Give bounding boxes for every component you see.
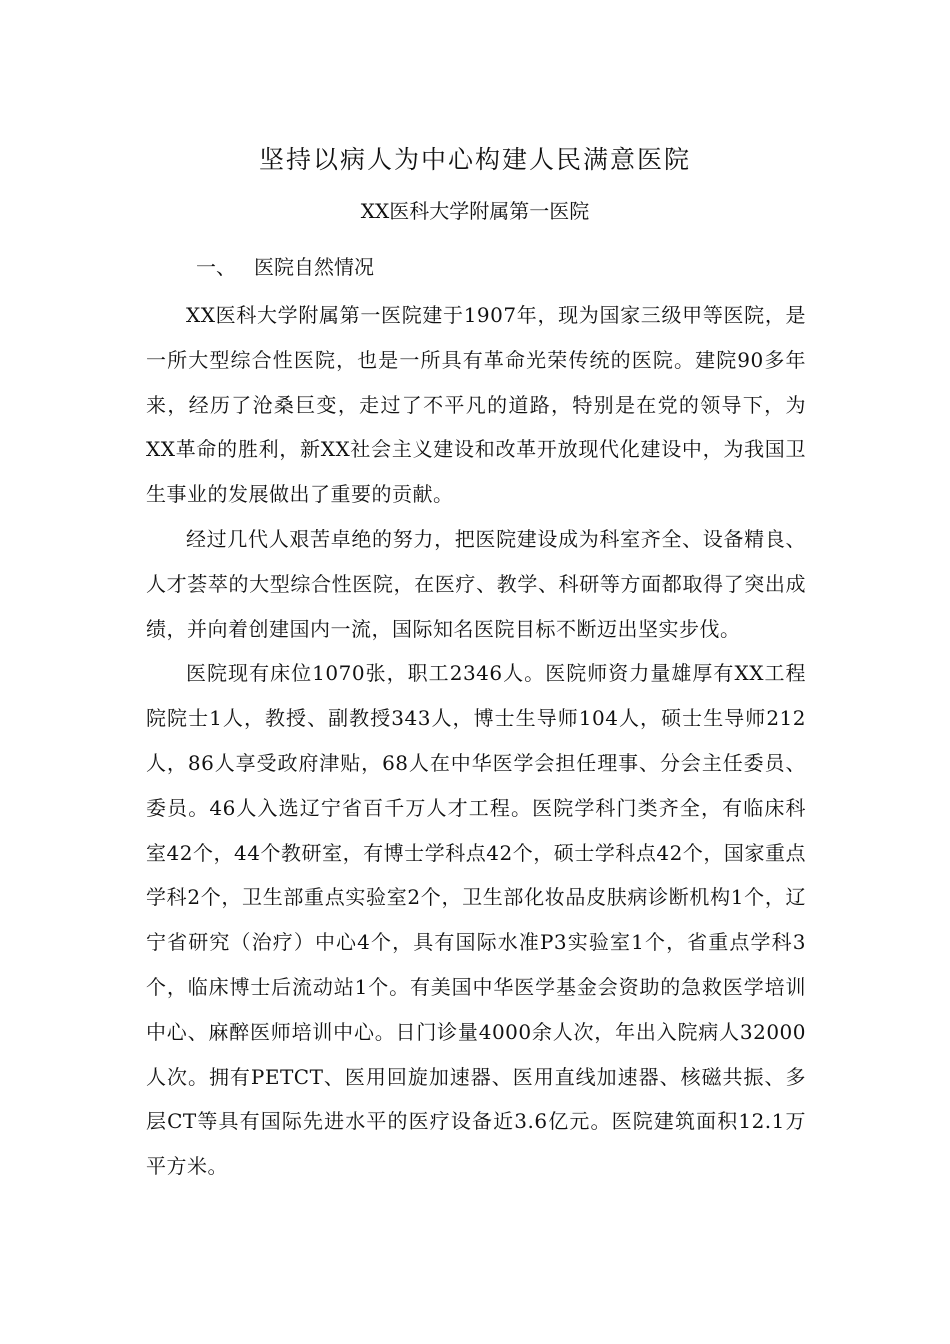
section-heading-text: 医院自然情况 — [254, 255, 374, 279]
document-body — [146, 293, 806, 1189]
paragraph-1: XX医科大学附属第一医院建于1907年，现为国家三级甲等医院，是一所大型综合性医院，也是一所具有革命光荣传统的医院。建院90多年来，经历了沧桑巨变，走过了不平凡的道路，特别是在党的领导下，为XX革命的胜利，新XX社会主义建设和改革开放现代化建设中，为我国卫生事业的发展做出了重要的贡献。 — [146, 303, 806, 507]
paragraph-3: 医院现有床位1070张，职工2346人。医院师资力量雄厚有XX工程院院士1人，教授、副教授343人，博士生导师104人，硕士生导师212人，86人享受政府津贴，68人在中华医学会担任理事、分会主任委员、委员。46人入选辽宁省百千万人才工程。医院学科门类齐全，有临床科室42个，44个教研室，有博士学科点42个，硕士学科点42个，国家重点学科2个，卫生部重点实验室2个，卫生部化妆品皮肤病诊断机构1个，辽宁省研究（治疗）中心4个，具有国际水准P3实验室1个，省重点学科3个，临床博士后流动站1个。有美国中华医学基金会资助的急救医学培训中心、麻醉医师培训中心。日门诊量4000余人次，年出入院病人32000人次。拥有PETCT、医用回旋加速器、医用直线加速器、核磁共振、多层CT等具有国际先进水平的医疗设备近3.6亿元。医院建筑面积12.1万平方米。 — [146, 661, 806, 1179]
paragraph-2: 经过几代人艰苦卓绝的努力，把医院建设成为科室齐全、设备精良、人才荟萃的大型综合性医院，在医疗、教学、科研等方面都取得了突出成绩，并向着创建国内一流，国际知名医院目标不断迈出坚实步伐。 — [146, 526, 806, 641]
section-heading — [196, 252, 374, 282]
document-title: 坚持以病人为中心构建人民满意医院 — [258, 145, 691, 174]
section-number: 一、 — [196, 255, 236, 279]
document-subtitle: XX医科大学附属第一医院 — [360, 199, 590, 223]
